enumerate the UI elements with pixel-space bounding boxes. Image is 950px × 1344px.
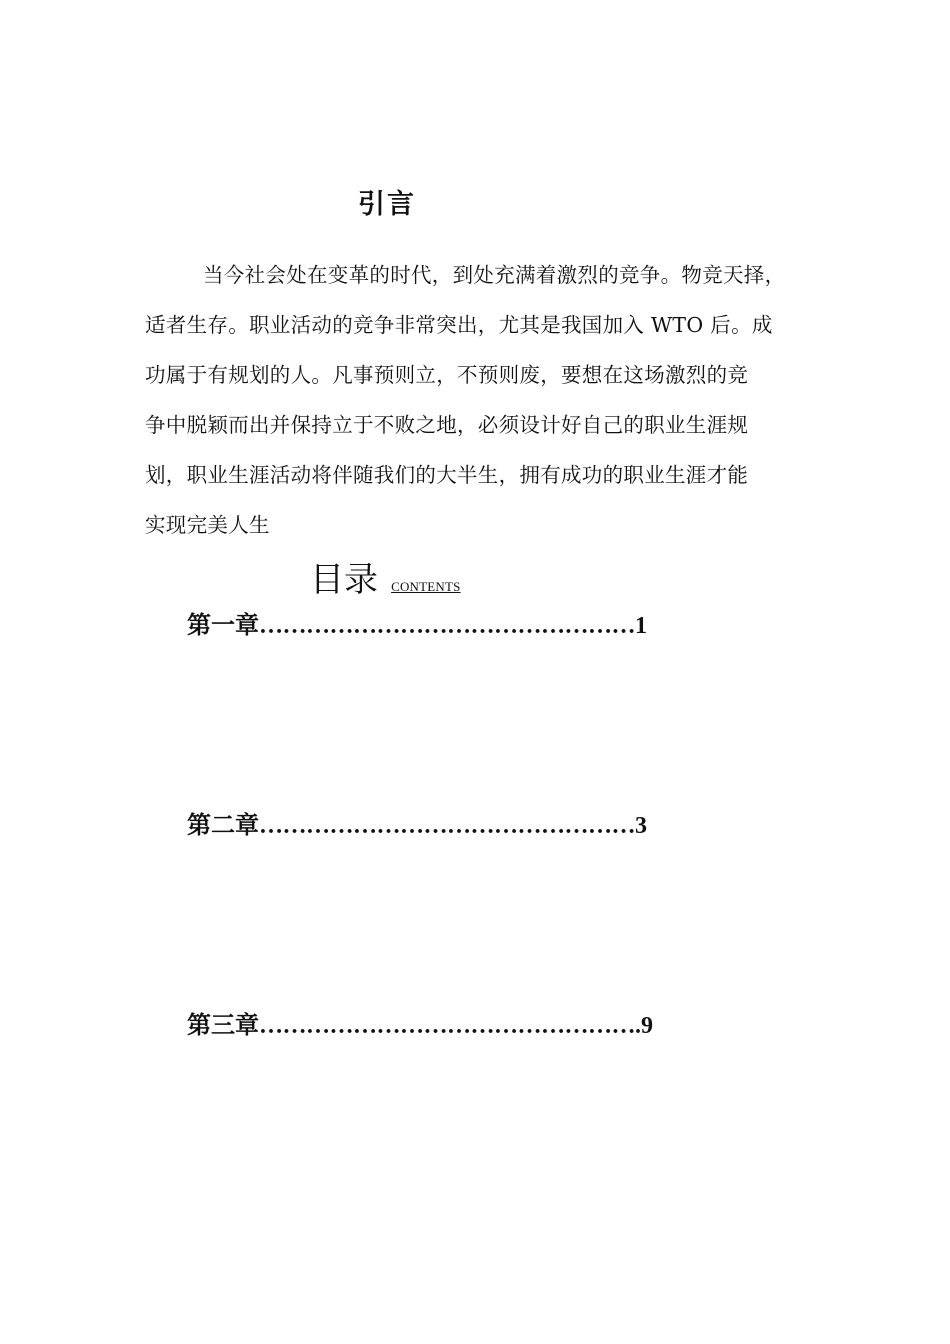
intro-line: 划，职业生涯活动将伴随我们的大半生，拥有成功的职业生涯才能 [145, 463, 749, 487]
intro-paragraph [145, 250, 825, 550]
intro-line: 当今社会处在变革的时代，到处充满着激烈的竞争。物竞天择， [203, 263, 786, 287]
intro-line: 实现完美人生 [145, 513, 270, 537]
toc-page-number: .9 [635, 1013, 653, 1039]
toc-subtitle: CONTENTS [391, 579, 461, 594]
intro-line: 适者生存。职业活动的竞争非常突出，尤其是我国加入 WTO 后。成 [145, 313, 773, 337]
toc-page-number: 3 [635, 813, 647, 839]
toc-chapter-label: 第三章 [187, 1011, 259, 1039]
toc-entry-chapter-1[interactable] [187, 605, 647, 640]
intro-line: 功属于有规划的人。凡事预则立，不预则废，要想在这场激烈的竞 [145, 363, 749, 387]
toc-chapter-label: 第一章 [187, 611, 259, 639]
intro-title: 引言 [358, 189, 416, 220]
toc-leader-dots: ………………………………………… [259, 813, 635, 839]
toc-entry-chapter-3[interactable] [187, 1005, 653, 1040]
toc-heading [310, 552, 461, 601]
toc-leader-dots: ………………………………………… [259, 613, 635, 639]
toc-title: 目录 [310, 560, 378, 600]
toc-leader-dots: ………………………………………… [259, 1013, 635, 1039]
toc-chapter-label: 第二章 [187, 811, 259, 839]
toc-entry-chapter-2[interactable] [187, 805, 647, 840]
toc-page-number: 1 [635, 613, 647, 639]
intro-line: 争中脱颖而出并保持立于不败之地，必须设计好自己的职业生涯规 [145, 413, 749, 437]
